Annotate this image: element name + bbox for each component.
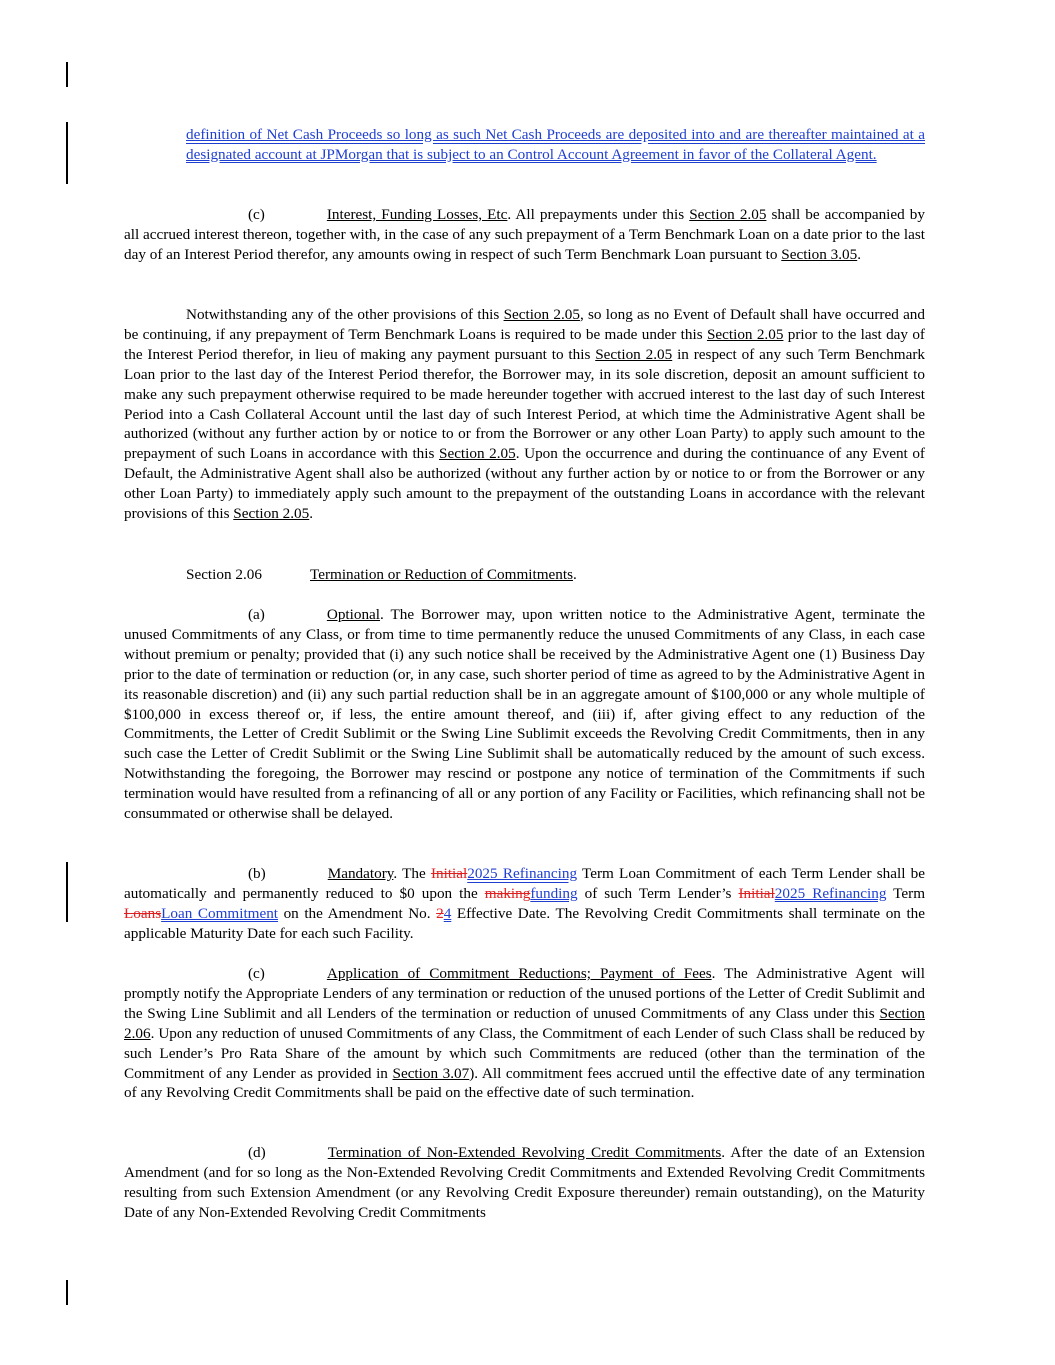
inserted-text: 2025 Refinancing [774, 884, 887, 902]
section-reference: Section 2.05 [706, 325, 784, 343]
section-reference: Section 2.06 [124, 1004, 925, 1042]
deleted-text: Initial [738, 884, 775, 902]
paragraph-commitment-reductions: (c) Application of Commitment Reductions; Payment of Fees. The Administrative Agent will promptly notify the Appropriate Lenders of any termination or reduction of the unused portions of the Letter of Credit Sublimit and the Swing Line Sublimit and all Lenders of the termination or reduction of unused Commitments of any Class under this Section 2.06. Upon any reduction of unused Commitments of any Class, the Commitment of each Lender of such Class shall be reduced by such Lender’s Pro Rata Share of the amount by which such Commitments are reduced (other than the termination of the Commitment of any Lender as provided in Section 3.07). All commitment fees accrued until the effective date of any termination of any Revolving Credit Commitments shall be paid on the effective date of such termination. [124, 965, 925, 1102]
inserted-text: 2025 Refinancing [467, 865, 578, 882]
clause-heading: Termination of Non-Extended Revolving Credit Commitments [327, 1144, 722, 1161]
clause-heading: Application of Commitment Reductions; Payment of Fees [326, 965, 712, 982]
section-reference: Section 3.07 [392, 1064, 470, 1082]
clause-label: (c) [248, 206, 265, 223]
change-bar [66, 1280, 68, 1305]
paragraph-notwithstanding: Notwithstanding any of the other provisions of this Section 2.05, so long as no Event of Default shall have occurred and be continuing, if any prepayment of Term Benchmark Loans is required to be made under this Section 2.05 prior to the last day of the Interest Period therefor, in lieu of making any payment pursuant to this Section 2.05 in respect of any such Term Benchmark Loan prior to the last day of the Interest Period therefor, the Borrower may, in its sole discretion, deposit an amount sufficient to make any such prepayment otherwise required to be made hereunder together with accrued interest to the last day of such Interest Period into a Cash Collateral Account until the last day of such Interest Period, at which time the Administrative Agent shall be authorized (without any further action by or notice to or from the Borrower or any other Loan Party) to apply such amount to the prepayment of such Loans in accordance with this Section 2.05. Upon the occurrence and during the continuance of any Event of Default, the Administrative Agent shall also be authorized (without any further action by or notice to or from the Borrower or any other Loan Party) to immediately apply such amount to the prepayment of the outstanding Loans in accordance with the relevant provisions of this Section 2.05. [124, 306, 926, 523]
section-reference: Section 2.05 [439, 445, 516, 463]
clause-label: (b) [248, 865, 266, 882]
deleted-text: Initial [430, 865, 468, 882]
paragraph-mandatory: (b) Mandatory. The Initial2025 Refinancing Term Loan Commitment of each Term Lender shall be automatically and permanently reduced to $0 upon the makingfunding of such Term Lender’s Initial2025 Refinancing Term LoansLoan Commitment on the Amendment No. 24 Effective Date. The Revolving Credit Commitments shall terminate on the applicable Maturity Date for each such Facility. [124, 865, 926, 942]
inserted-text: Loan Commitment [161, 904, 279, 922]
section-number: Section 2.06 [186, 566, 262, 583]
inserted-text: definition of Net Cash Proceeds so long as such Net Cash Proceeds are deposited into and are thereafter maintained at a designated account at JPMorgan that is subject to an Control Account Agreement in favor of the Collateral Agent. [186, 126, 925, 163]
deleted-text: making [484, 884, 531, 902]
inserted-text: funding [530, 884, 578, 902]
deleted-text: Loans [124, 904, 162, 922]
section-reference: Section 3.05 [781, 245, 858, 263]
change-bar [66, 122, 68, 184]
section-reference: Section 2.05 [503, 306, 580, 323]
clause-heading: Optional [326, 606, 381, 623]
clause-label: (a) [248, 606, 265, 623]
clause-label: (d) [248, 1144, 266, 1161]
deleted-text: 2 [436, 904, 444, 922]
paragraph-non-extended-termination: (d) Termination of Non-Extended Revolving Credit Commitments. After the date of an Extension Amendment (and for so long as the Non-Extended Revolving Credit Commitments and Extended Revolving Credit Commitments resulting from such Extension Amendment (or any Revolving Credit Exposure thereunder) remain outstanding), on the Maturity Date of any Non-Extended Revolving Credit Commitments [124, 1144, 925, 1221]
clause-heading: Mandatory [327, 865, 394, 882]
change-bar [66, 62, 68, 87]
paragraph-interest-funding-losses: (c) Interest, Funding Losses, Etc. All prepayments under this Section 2.05 shall be accompanied by all accrued interest thereon, together with, in the case of any such prepayment of a Term Benchmark Loan on a date prior to the last day of an Interest Period therefor, any amounts owing in respect of such Term Benchmark Loan pursuant to Section 3.05. [124, 206, 925, 263]
section-title: Termination or Reduction of Commitments [310, 566, 573, 583]
clause-label: (c) [248, 965, 265, 982]
inserted-text: 4 [443, 904, 452, 922]
change-bar [66, 862, 68, 922]
section-reference: Section 2.05 [595, 345, 673, 363]
paragraph-continued [186, 125, 925, 165]
clause-heading: Interest, Funding Losses, Etc [326, 206, 508, 223]
paragraph-optional: (a) Optional. The Borrower may, upon written notice to the Administrative Agent, terminate the unused Commitments of any Class, or from time to time permanently reduce the unused Commitments of any Class, in each case without premium or penalty; provided that (i) any such notice shall be received by the Administrative Agent one (1) Business Day prior to the date of termination or reduction (or, in any case, such shorter period of time as agreed to by the Administrative Agent in its reasonable discretion) and (ii) any such partial reduction shall be in an aggregate amount of $100,000 or any whole multiple of $100,000 in excess thereof or, if less, the entire amount thereof, and (iii) if, after giving effect to any reduction of the Commitments, the Letter of Credit Sublimit or the Swing Line Sublimit exceeds the Revolving Credit Commitments, then in any such case the Letter of Credit Sublimit or the Swing Line Sublimit shall be automatically reduced by the amount of such excess. Notwithstanding the foregoing, the Borrower may rescind or postpone any notice of termination of the Commitments if such termination would have resulted from a refinancing of all or any portion of any Facility or Facilities, which refinancing shall not be consummated or otherwise shall be delayed. [124, 606, 925, 823]
section-heading: Section 2.06 Termination or Reduction of Commitments. [186, 566, 577, 583]
section-reference: Section 2.05 [689, 206, 767, 223]
section-reference: Section 2.05 [233, 505, 310, 523]
